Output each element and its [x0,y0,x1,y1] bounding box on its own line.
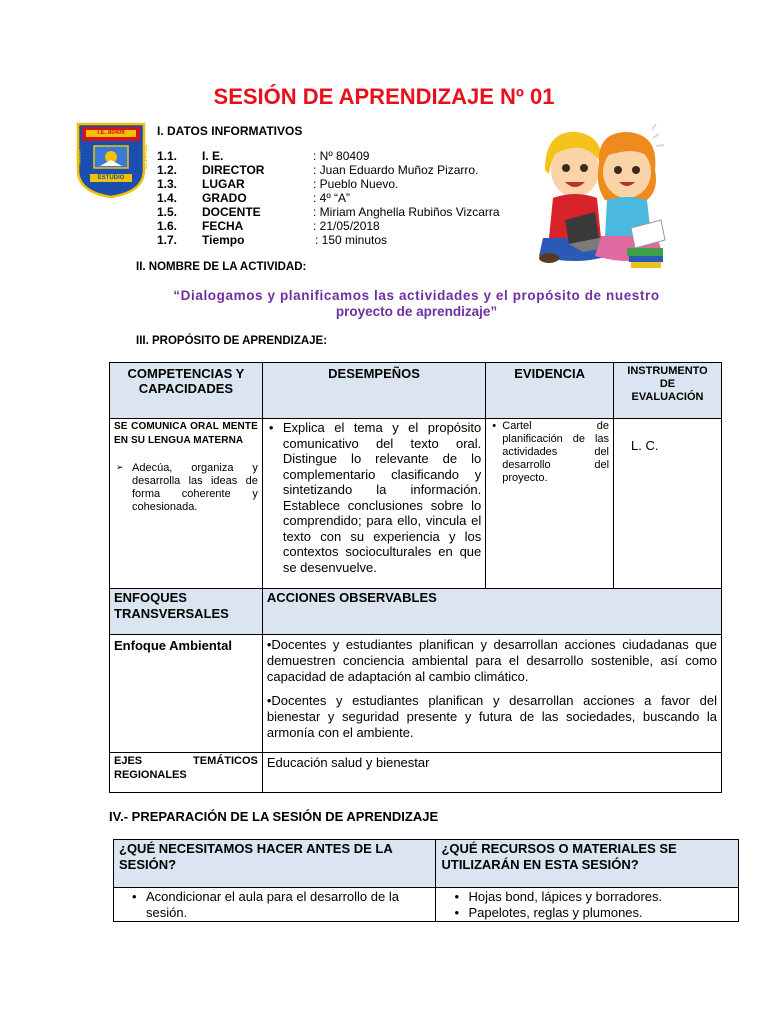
info-value: : 150 minutos [315,233,388,247]
activity-name-line2: proyecto de aprendizaje” [335,304,498,319]
desempeno-text: • Explica el tema y el propósito comunicativo del texto oral. Distingue lo relevante de lo complementario clasificando y sintetizando la información. Establece conclusiones sobre lo comprendido; para ello, vincula el texto con su experiencia y los contextos socioculturales en que se desenvuelve. [263,420,481,575]
capacidad-item: ➢ Adecúa, organiza y desarrolla las ideas de forma coherente y cohesionada. [114,462,258,514]
header-desempenos: DESEMPEÑOS [262,363,485,419]
students-with-laptop-icon [535,120,667,270]
info-label: LUGAR [202,177,245,191]
activity-name-line1: “Dialogamos y planificamos las actividades y el propósito de nuestro [173,288,660,303]
accion-item-1: •Docentes y estudiantes planifican y desarrollan acciones ciudadanas que demuestren conciencia ambiental para el desarrollo sostenible, así como capacidad de adaptación al cambio climático. [266,637,717,684]
logo-banner-text: I.E. 80409 [97,130,125,136]
preparacion-recursos-cell [436,888,739,922]
page-title: SESIÓN DE APRENDIZAJE Nº 01 [213,84,555,109]
ejes-value-cell: Educación salud y bienestar [262,753,721,793]
preparacion-header-recursos: ¿QUÉ RECURSOS O MATERIALES SE UTILIZARÁN EN ESTA SESIÓN? [436,840,739,888]
info-label: Tiempo [202,233,245,247]
header-competencias: COMPETENCIAS Y CAPACIDADES [110,363,263,419]
header-evidencia: EVIDENCIA [486,363,614,419]
instrumento-cell [614,419,722,589]
info-num: 1.4. [157,191,178,205]
section-proposito-heading: III. PROPÓSITO DE APRENDIZAJE: [136,335,328,347]
list-item: • Papelotes, reglas y plumones. [448,905,734,921]
info-label: FECHA [202,219,244,233]
info-value: : Nº 80409 [313,149,370,163]
info-num: 1.7. [157,233,178,247]
competencia-text: SE COMUNICA ORAL MENTE EN SU LENGUA MATERNA [114,421,258,446]
competencia-cell [110,419,263,589]
preparacion-table [113,839,739,922]
preparacion-antes-list [126,889,431,921]
list-item: • Hojas bond, lápices y borradores. [448,889,734,905]
activity-name [130,288,703,320]
preparacion-antes-cell [114,888,436,922]
info-num: 1.2. [157,163,178,177]
enfoques-header: ENFOQUES TRANSVERSALES [110,589,263,635]
enfoque-cell: Enfoque Ambiental [110,635,263,753]
info-num: 1.5. [157,205,178,219]
info-value: : Juan Eduardo Muñoz Pizarro. [313,163,479,177]
evidencia-cell [486,419,614,589]
students-illustration [535,120,667,270]
header-instrumento [614,363,722,419]
proposito-table [109,362,722,793]
school-logo [76,122,146,198]
info-value: : 21/05/2018 [313,219,380,233]
info-label: DOCENTE [202,205,261,219]
logo-side-right: TRABAJO [141,144,148,170]
info-value: : 4º “A” [313,191,351,205]
desempeno-cell [262,419,485,589]
section-preparacion-heading: IV.- PREPARACIÓN DE LA SESIÓN DE APRENDIZAJE [109,809,439,824]
preparacion-recursos-list [448,889,734,921]
logo-side-left: AMOR [76,149,83,165]
list-item: • Acondicionar el aula para el desarrollo de la sesión. [126,889,431,921]
info-label: GRADO [202,191,247,205]
evidencia-text: • Cartel de planificación de las actividades del desarrollo del proyecto. [486,420,609,485]
acciones-header: ACCIONES OBSERVABLES [262,589,721,635]
info-value: : Pueblo Nuevo. [313,177,399,191]
preparacion-header-antes: ¿QUÉ NECESITAMOS HACER ANTES DE LA SESIÓN? [114,840,436,888]
info-value: : Miriam Anghella Rubiños Vizcarra [313,205,500,219]
info-label: DIRECTOR [202,163,265,177]
section-actividad-heading: II. NOMBRE DE LA ACTIVIDAD: [136,261,307,273]
acciones-cell [262,635,721,753]
instrumento-value: L. C. [631,438,659,453]
info-num: 1.3. [157,177,178,191]
accion-item-2: •Docentes y estudiantes planifican y desarrollan acciones a favor del bienestar y seguridad presente y futura de las sociedades, buscando la armonía con el ambiente. [266,693,717,740]
info-num: 1.6. [157,219,178,233]
logo-bottom-text: ESTUDIO [97,175,125,181]
info-num: 1.1. [157,149,178,163]
info-label: I. E. [202,149,224,163]
ejes-label: EJES TEMÁTICOS REGIONALES [114,755,258,781]
header-instrumento-label: INSTRUMENTO DE EVALUACIÓN [627,365,708,403]
section-datos-heading: I. DATOS INFORMATIVOS [157,124,303,138]
ejes-label-cell [110,753,263,793]
